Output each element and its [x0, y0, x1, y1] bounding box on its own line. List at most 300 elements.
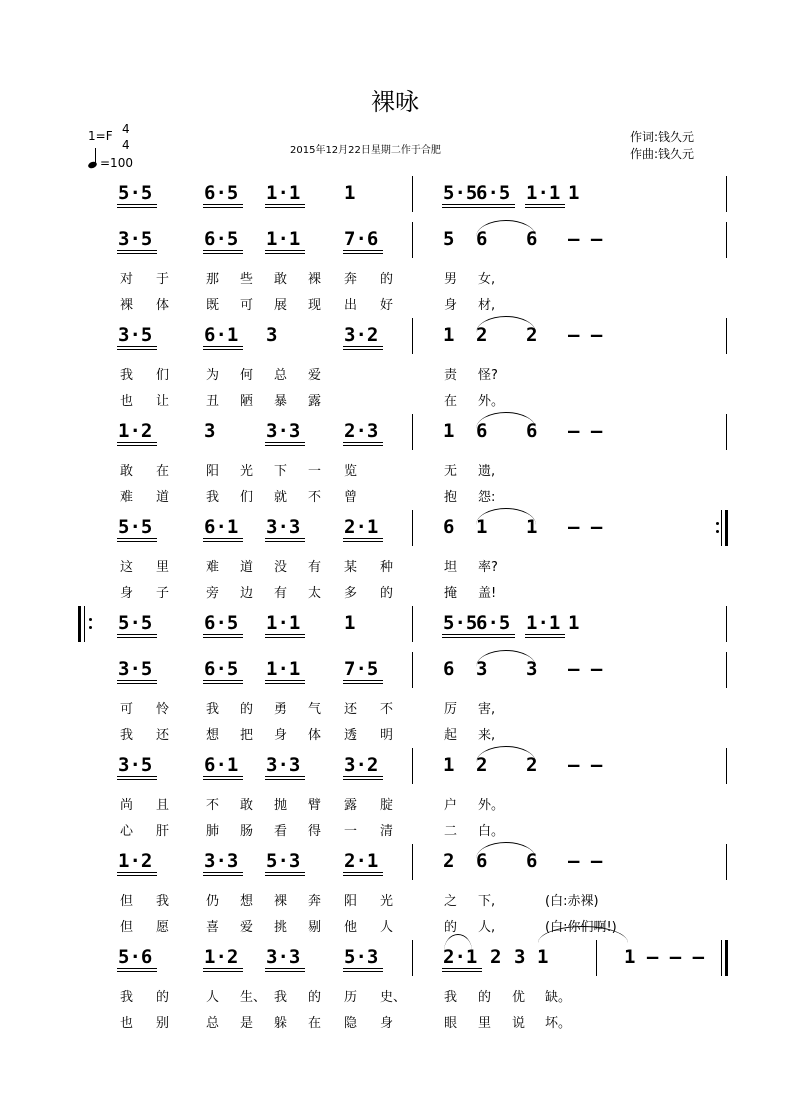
final-barline-thick [725, 940, 728, 976]
note-group: 1 [568, 612, 580, 634]
lyric-syllable: 有 [274, 586, 288, 601]
lyric-syllable: 露 [308, 394, 322, 409]
key-signature: 1=F [88, 129, 113, 143]
lyric-syllable: 总 [274, 368, 288, 383]
barline [726, 748, 727, 784]
lyric-syllable: 肺 [206, 824, 220, 839]
lyric-syllable: 可 [120, 702, 134, 717]
beam-underline [203, 637, 243, 638]
lyric-syllable: 也 [120, 1016, 134, 1031]
barline [412, 222, 413, 258]
lyric-syllable: 之 [444, 894, 458, 909]
beam-underline [203, 349, 243, 350]
lyric-syllable: 多 [344, 586, 358, 601]
lyric-syllable: 我 [206, 490, 220, 505]
lyric-syllable: 既 [206, 298, 220, 313]
barline [726, 606, 727, 642]
note-group: 2·3 [344, 420, 379, 442]
lyric-syllable: 那 [206, 272, 220, 287]
lyric-syllable: 白。 [478, 824, 505, 839]
beam-underline [525, 207, 565, 208]
lyric-syllable: 勇 [274, 702, 288, 717]
note-group: 1·1 [266, 658, 301, 680]
lyric-syllable: 还 [344, 702, 358, 717]
beam-underline [117, 445, 157, 446]
lyric-syllable: 我 [206, 702, 220, 717]
note-group: 1 [568, 182, 580, 204]
barline [726, 844, 727, 880]
lyric-syllable: 想 [206, 728, 220, 743]
barline [412, 176, 413, 212]
lyric-syllable: 在 [308, 1016, 322, 1031]
tie-slur [476, 220, 536, 237]
lyric-syllable: 身 [380, 1016, 394, 1031]
lyric-syllable: 材, [478, 298, 496, 313]
note-group: 5·6 [118, 946, 153, 968]
beam-underline [117, 204, 157, 205]
final-barline-thin [721, 940, 722, 976]
barline [596, 940, 597, 976]
beam-underline [343, 971, 383, 972]
lyric-syllable: 且 [156, 798, 170, 813]
lyric-syllable: 愿 [156, 920, 170, 935]
beam-underline [265, 634, 305, 635]
note-group: 5 [443, 228, 455, 250]
barline [412, 844, 413, 880]
lyric-syllable: 可 [240, 298, 254, 313]
lyric-syllable: 某 [344, 560, 358, 575]
lyric-syllable: 们 [156, 368, 170, 383]
beam-underline [343, 680, 383, 681]
beam-underline [343, 683, 383, 684]
beam-underline [203, 346, 243, 347]
lyric-syllable: 女, [478, 272, 496, 287]
lyric-syllable: 外。 [478, 394, 505, 409]
lyric-syllable: 旁 [206, 586, 220, 601]
beam-underline [203, 541, 243, 542]
beam-underline [117, 872, 157, 873]
note-group: 2·1 [344, 516, 379, 538]
beam-underline [265, 875, 305, 876]
beam-underline [203, 253, 243, 254]
note-group: 1·1 [266, 182, 301, 204]
lyric-syllable: 责 [444, 368, 458, 383]
tempo-marking: =100 [100, 156, 133, 170]
lyric-syllable: 奔 [308, 894, 322, 909]
beam-underline [265, 779, 305, 780]
beam-underline [117, 637, 157, 638]
beam-underline [265, 445, 305, 446]
lyric-syllable: 史、 [380, 990, 407, 1005]
lyric-syllable: 生、 [240, 990, 267, 1005]
beam-underline [442, 968, 482, 969]
lyric-syllable: 奔 [344, 272, 358, 287]
lyric-syllable: 曾 [344, 490, 358, 505]
note-group: 6·5 [476, 612, 511, 634]
song-title: 裸咏 [371, 88, 419, 116]
lyric-syllable: 我 [120, 728, 134, 743]
barline [412, 748, 413, 784]
note-group: 1 – – – [624, 946, 705, 968]
lyric-syllable: 臂 [308, 798, 322, 813]
note-group: – – [568, 324, 603, 346]
note-group: 5·5 [118, 182, 153, 204]
lyric-syllable: 外。 [478, 798, 505, 813]
note-group: 5·3 [266, 850, 301, 872]
beam-underline [343, 541, 383, 542]
note-group: 1 [344, 182, 356, 204]
lyric-syllable: 抛 [274, 798, 288, 813]
beam-underline [203, 250, 243, 251]
note-group: 3 [514, 946, 526, 968]
beam-underline [265, 204, 305, 205]
note-group: 1·1 [526, 612, 561, 634]
note-group: 6·5 [476, 182, 511, 204]
lyric-syllable: 太 [308, 586, 322, 601]
repeat-dot [716, 530, 719, 533]
lyric-syllable: 露 [344, 798, 358, 813]
note-group: 2·1 [443, 946, 478, 968]
time-sig-bottom: 4 [122, 138, 130, 152]
note-group: 2 [476, 324, 488, 346]
beam-underline [525, 204, 565, 205]
beam-underline [203, 971, 243, 972]
beam-underline [265, 968, 305, 969]
beam-underline [442, 971, 482, 972]
beam-underline [265, 971, 305, 972]
beam-underline [203, 776, 243, 777]
beam-underline [117, 776, 157, 777]
note-group: 2 [476, 754, 488, 776]
note-group: 1 [476, 516, 488, 538]
barline [726, 176, 727, 212]
time-sig-top: 4 [122, 122, 130, 136]
beam-underline [203, 538, 243, 539]
lyric-syllable: 透 [344, 728, 358, 743]
lyric-syllable: 光 [240, 464, 254, 479]
beam-underline [475, 637, 515, 638]
lyric-syllable: 里 [156, 560, 170, 575]
note-group: 1 [537, 946, 549, 968]
beam-underline [265, 442, 305, 443]
lyric-syllable: 一 [344, 824, 358, 839]
lyric-syllable: 的 [380, 272, 394, 287]
beam-underline [117, 541, 157, 542]
beam-underline [203, 779, 243, 780]
note-group: 5·5 [443, 612, 478, 634]
lyric-syllable: 难 [120, 490, 134, 505]
lyric-syllable: 身 [120, 586, 134, 601]
lyric-syllable: 把 [240, 728, 254, 743]
lyric-syllable: 人 [380, 920, 394, 935]
lyric-syllable: 光 [380, 894, 394, 909]
beam-underline [343, 776, 383, 777]
lyric-syllable: 难 [206, 560, 220, 575]
lyricist-credit: 作词:钱久元 [630, 130, 695, 144]
barline [726, 414, 727, 450]
beam-underline [117, 442, 157, 443]
lyric-syllable: 展 [274, 298, 288, 313]
beam-underline [117, 971, 157, 972]
note-group: 6·5 [204, 658, 239, 680]
beam-underline [265, 776, 305, 777]
note-group: – – [568, 754, 603, 776]
lyric-syllable: 但 [120, 920, 134, 935]
beam-underline [265, 207, 305, 208]
lyric-syllable: 这 [120, 560, 134, 575]
lyric-syllable: 敢 [120, 464, 134, 479]
repeat-start-thin [84, 606, 85, 642]
repeat-dot [89, 626, 92, 629]
lyric-syllable: 对 [120, 272, 134, 287]
lyric-syllable: 的 [308, 990, 322, 1005]
beam-underline [203, 683, 243, 684]
lyric-syllable: 怪? [478, 368, 498, 383]
lyric-syllable: 率? [478, 560, 498, 575]
note-group: 6·5 [204, 228, 239, 250]
lyric-syllable: 让 [156, 394, 170, 409]
beam-underline [265, 680, 305, 681]
beam-underline [117, 207, 157, 208]
lyric-syllable: 盖! [478, 586, 497, 601]
beam-underline [343, 253, 383, 254]
lyric-syllable: 体 [156, 298, 170, 313]
lyric-syllable: 也 [120, 394, 134, 409]
tie-slur [476, 746, 536, 763]
lyric-syllable: 没 [274, 560, 288, 575]
beam-underline [203, 204, 243, 205]
note-group: 6·5 [204, 612, 239, 634]
lyric-syllable: 肠 [240, 824, 254, 839]
lyric-syllable: 好 [380, 298, 394, 313]
beam-underline [343, 968, 383, 969]
note-group: 5·5 [443, 182, 478, 204]
lyric-syllable: 不 [308, 490, 322, 505]
beam-underline [265, 637, 305, 638]
lyric-syllable: 在 [156, 464, 170, 479]
repeat-dot [716, 522, 719, 525]
lyric-syllable: 阳 [344, 894, 358, 909]
note-group: 3·5 [118, 228, 153, 250]
note-group: 1·1 [266, 228, 301, 250]
beam-underline [265, 253, 305, 254]
lyric-syllable: 仍 [206, 894, 220, 909]
lyric-syllable: 明 [380, 728, 394, 743]
beam-underline [475, 634, 515, 635]
beam-underline [117, 349, 157, 350]
note-group: 1 [526, 516, 538, 538]
lyric-syllable: 掩 [444, 586, 458, 601]
note-group: 6 [476, 228, 488, 250]
note-group: 3·2 [344, 754, 379, 776]
beam-underline [265, 541, 305, 542]
lyric-syllable: 下 [274, 464, 288, 479]
lyric-syllable: 的 [478, 990, 492, 1005]
lyric-syllable: 为 [206, 368, 220, 383]
lyric-syllable: 子 [156, 586, 170, 601]
beam-underline [203, 680, 243, 681]
note-group: 6 [526, 850, 538, 872]
lyric-syllable: 丑 [206, 394, 220, 409]
beam-underline [117, 680, 157, 681]
note-group: 1 [443, 754, 455, 776]
beam-underline [117, 779, 157, 780]
note-group: – – [568, 516, 603, 538]
tie-slur [476, 842, 536, 859]
lyric-syllable: 喜 [206, 920, 220, 935]
beam-underline [117, 538, 157, 539]
lyric-syllable: 坦 [444, 560, 458, 575]
lyric-syllable: 暴 [274, 394, 288, 409]
lyric-syllable: 总 [206, 1016, 220, 1031]
beam-underline [343, 442, 383, 443]
beam-underline [343, 445, 383, 446]
lyric-syllable: 气 [308, 702, 322, 717]
lyric-syllable: 们 [240, 490, 254, 505]
lyric-syllable: (白:你们啊!) [545, 920, 617, 935]
lyric-syllable: 剔 [308, 920, 322, 935]
beam-underline [475, 207, 515, 208]
beam-underline [203, 207, 243, 208]
lyric-syllable: 的 [444, 920, 458, 935]
lyric-syllable: 我 [274, 990, 288, 1005]
note-group: 6 [526, 228, 538, 250]
note-group: 6·1 [204, 516, 239, 538]
lyric-syllable: 些 [240, 272, 254, 287]
note-group: 3·3 [266, 946, 301, 968]
lyric-syllable: 何 [240, 368, 254, 383]
lyric-syllable: 尚 [120, 798, 134, 813]
lyric-syllable: 眼 [444, 1016, 458, 1031]
lyric-syllable: (白:赤裸) [545, 894, 599, 909]
note-group: 3·5 [118, 754, 153, 776]
lyric-syllable: 躲 [274, 1016, 288, 1031]
lyric-syllable: 看 [274, 824, 288, 839]
lyric-syllable: 裸 [274, 894, 288, 909]
note-group: 3·5 [118, 658, 153, 680]
lyric-syllable: 览 [344, 464, 358, 479]
lyric-syllable: 来, [478, 728, 496, 743]
note-group: 3·3 [266, 420, 301, 442]
lyric-syllable: 男 [444, 272, 458, 287]
beam-underline [117, 968, 157, 969]
lyric-syllable: 身 [274, 728, 288, 743]
lyric-syllable: 道 [240, 560, 254, 575]
lyric-syllable: 裸 [308, 272, 322, 287]
lyric-syllable: 怨: [478, 490, 496, 505]
lyric-syllable: 肝 [156, 824, 170, 839]
note-group: 3 [204, 420, 216, 442]
beam-underline [343, 538, 383, 539]
beam-underline [203, 634, 243, 635]
lyric-syllable: 优 [512, 990, 526, 1005]
note-group: 6 [476, 420, 488, 442]
beam-underline [343, 346, 383, 347]
beam-underline [475, 204, 515, 205]
date-note: 2015年12月22日星期二作于合肥 [290, 145, 441, 156]
lyric-syllable: 心 [120, 824, 134, 839]
lyric-syllable: 二 [444, 824, 458, 839]
lyric-syllable: 不 [206, 798, 220, 813]
lyric-syllable: 种 [380, 560, 394, 575]
lyric-syllable: 户 [444, 798, 458, 813]
barline [412, 510, 413, 546]
note-group: 6 [443, 658, 455, 680]
note-group: 6 [526, 420, 538, 442]
lyric-syllable: 历 [344, 990, 358, 1005]
beam-underline [117, 250, 157, 251]
lyric-syllable: 但 [120, 894, 134, 909]
lyric-syllable: 道 [156, 490, 170, 505]
lyric-syllable: 无 [444, 464, 458, 479]
beam-underline [117, 346, 157, 347]
lyric-syllable: 挑 [274, 920, 288, 935]
lyric-syllable: 现 [308, 298, 322, 313]
beam-underline [265, 538, 305, 539]
lyric-syllable: 出 [344, 298, 358, 313]
note-group: 1·2 [118, 420, 153, 442]
lyric-syllable: 我 [444, 990, 458, 1005]
lyric-syllable: 于 [156, 272, 170, 287]
barline [412, 318, 413, 354]
lyric-syllable: 我 [120, 990, 134, 1005]
lyric-syllable: 人 [206, 990, 220, 1005]
lyric-syllable: 我 [120, 368, 134, 383]
lyric-syllable: 阳 [206, 464, 220, 479]
lyric-syllable: 遗, [478, 464, 496, 479]
barline [726, 652, 727, 688]
lyric-syllable: 别 [156, 1016, 170, 1031]
note-group: 1 [443, 420, 455, 442]
lyric-syllable: 怜 [156, 702, 170, 717]
beam-underline [343, 779, 383, 780]
lyric-syllable: 不 [380, 702, 394, 717]
tie-slur [476, 650, 536, 667]
note-group: 1 [344, 612, 356, 634]
lyric-syllable: 缺。 [545, 990, 572, 1005]
tie-slur [476, 412, 536, 429]
lyric-syllable: 敢 [240, 798, 254, 813]
beam-underline [203, 875, 243, 876]
note-group: 6·1 [204, 324, 239, 346]
lyric-syllable: 里 [478, 1016, 492, 1031]
note-group: 1·2 [118, 850, 153, 872]
note-group: 2·1 [344, 850, 379, 872]
lyric-syllable: 有 [308, 560, 322, 575]
beam-underline [265, 250, 305, 251]
lyric-syllable: 人, [478, 920, 496, 935]
tie-slur [444, 934, 472, 951]
beam-underline [203, 968, 243, 969]
barline [412, 652, 413, 688]
lyric-syllable: 清 [380, 824, 394, 839]
repeat-end-thin [721, 510, 722, 546]
lyric-syllable: 他 [344, 920, 358, 935]
lyric-syllable: 还 [156, 728, 170, 743]
note-group: 1·2 [204, 946, 239, 968]
note-group: 3·5 [118, 324, 153, 346]
note-group: 3·3 [204, 850, 239, 872]
lyric-syllable: 下, [478, 894, 496, 909]
barline [726, 318, 727, 354]
note-group: 5·5 [118, 516, 153, 538]
beam-underline [265, 683, 305, 684]
lyric-syllable: 的 [380, 586, 394, 601]
lyric-syllable: 一 [308, 464, 322, 479]
note-group: – – [568, 658, 603, 680]
beam-underline [203, 872, 243, 873]
lyric-syllable: 隐 [344, 1016, 358, 1031]
